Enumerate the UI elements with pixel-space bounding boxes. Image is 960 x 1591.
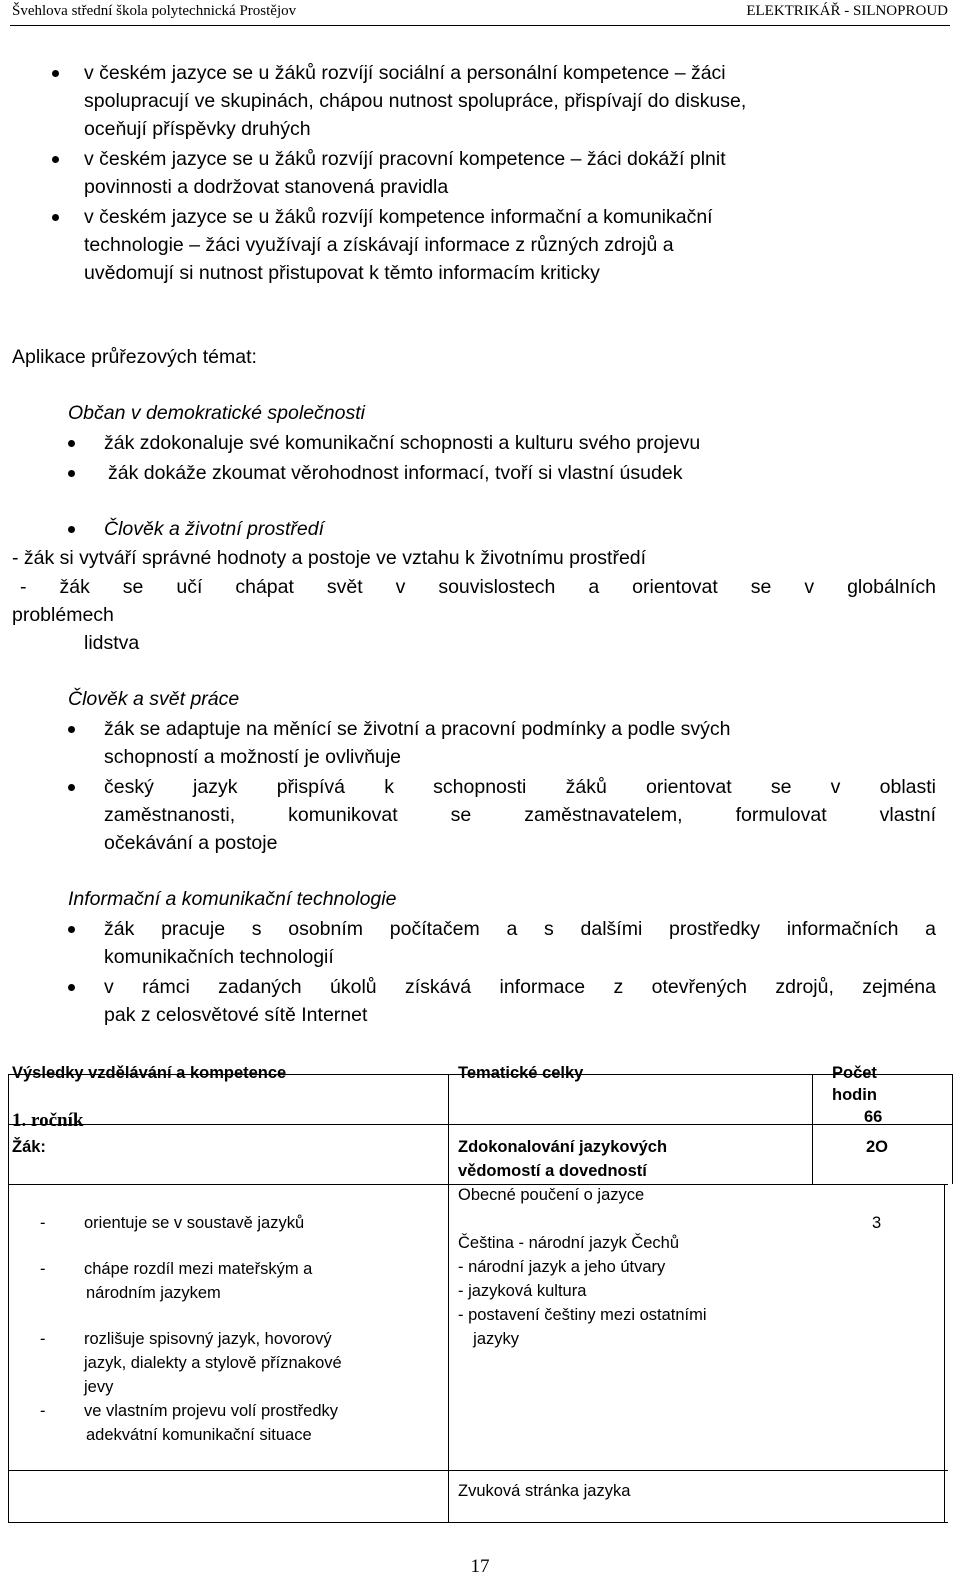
subtopic-item: jazyky (464, 1330, 520, 1348)
bullet-icon (68, 926, 75, 933)
bullet-icon (68, 470, 75, 477)
competence-line: povinnosti a dodržovat stanovená pravidla (84, 176, 449, 198)
section-title: Informační a komunikační technologie (68, 888, 397, 910)
bullet-icon (68, 726, 75, 733)
bullet-icon (52, 156, 59, 163)
bullet-icon (52, 214, 59, 221)
table-rule (952, 1074, 953, 1184)
table-header-hours: hodin (832, 1086, 877, 1104)
section-item: žák dokáže zkoumat věrohodnost informací, tvoří si vlastní úsudek (108, 462, 683, 484)
subtopic-title: Zvuková stránka jazyka (458, 1482, 631, 1500)
bullet-icon (68, 526, 75, 533)
table-header-topics: Tematické celky (458, 1064, 584, 1082)
competence-line: v českém jazyce se u žáků rozvíjí pracovní kompetence – žáci dokáží plnit (84, 148, 726, 170)
year-label: 1. ročník (12, 1110, 84, 1131)
section-item: český jazyk přispívá k schopnosti žáků orientovat se v oblasti (104, 776, 936, 798)
table-header-hours: Počet (832, 1064, 877, 1082)
outcome-text: chápe rozdíl mezi mateřským a (84, 1260, 313, 1278)
section-item: v rámci zadaných úkolů získává informace z otevřených zdrojů, zejména (104, 976, 936, 998)
subtopic-title: Čeština - národní jazyk Čechů (458, 1234, 680, 1252)
bullet-icon (68, 784, 75, 791)
curriculum-table (8, 1064, 956, 1524)
school-name: Švehlova střední škola polytechnická Prostějov (12, 3, 297, 19)
competence-line: v českém jazyce se u žáků rozvíjí kompetence informační a komunikační (84, 206, 713, 228)
table-rule (944, 1184, 945, 1522)
subtopic-hours: 3 (872, 1214, 882, 1232)
table-rule (448, 1074, 449, 1522)
bullet-icon (68, 984, 75, 991)
competence-line: v českém jazyce se u žáků rozvíjí sociální a personální kompetence – žáci (84, 62, 726, 84)
table-rule (8, 1470, 948, 1471)
subtopic-item: - postavení češtiny mezi ostatními (458, 1306, 707, 1324)
outcome-text: jazyk, dialekty a stylově příznakové (84, 1354, 342, 1372)
competence-line: technologie – žáci využívají a získávají informace z různých zdrojů a (84, 234, 674, 256)
topic-title: vědomostí a dovedností (458, 1162, 647, 1180)
pupil-label: Žák: (12, 1138, 46, 1156)
competence-line: spolupracují ve skupinách, chápou nutnost spolupráce, přispívají do diskuse, (84, 90, 747, 112)
bullet-icon (68, 440, 75, 447)
section-item: pak z celosvětové sítě Internet (104, 1004, 368, 1026)
outcome-dash: - (40, 1214, 46, 1232)
outcome-text: ve vlastním projevu volí prostředky (84, 1402, 339, 1420)
outcome-text: adekvátní komunikační situace (86, 1426, 312, 1444)
section-title: Občan v demokratické společnosti (68, 402, 365, 424)
topic-title: Zdokonalování jazykových (458, 1138, 668, 1156)
outcome-text: rozlišuje spisovný jazyk, hovorový (84, 1330, 332, 1348)
table-rule (8, 1074, 9, 1522)
section-item: žák se adaptuje na měnící se životní a pracovní podmínky a podle svých (104, 718, 731, 740)
table-rule (8, 1124, 952, 1125)
section-item: komunikačních technologií (104, 946, 334, 968)
table-header-outcomes: Výsledky vzdělávání a kompetence (12, 1064, 287, 1082)
section-line: - žák se učí chápat svět v souvislostech a orientovat se v globálních (20, 576, 936, 598)
table-rule (8, 1184, 948, 1185)
subtopic-title: Obecné poučení o jazyce (458, 1186, 645, 1204)
section-title: Člověk a životní prostředí (104, 518, 325, 540)
section-line: problémech (12, 604, 114, 626)
competence-line: oceňují příspěvky druhých (84, 118, 311, 140)
bullet-icon (52, 70, 59, 77)
outcome-text: národním jazykem (86, 1284, 221, 1302)
outcome-dash: - (40, 1260, 46, 1278)
outcome-dash: - (40, 1402, 46, 1420)
page-header (0, 0, 960, 30)
page-number: 17 (470, 1556, 490, 1577)
outcome-text: jevy (84, 1378, 114, 1396)
section-item: schopností a možností je ovlivňuje (104, 746, 401, 768)
section-title: Člověk a svět práce (68, 688, 240, 710)
section-line: - žák si vytváří správné hodnoty a postoje ve vztahu k životnímu prostředí (12, 547, 647, 569)
themes-title: Aplikace průřezových témat: (12, 346, 257, 368)
outcome-dash: - (40, 1330, 46, 1348)
subtopic-item: - národní jazyk a jeho útvary (458, 1258, 666, 1276)
topic-hours: 2O (866, 1138, 889, 1156)
competence-line: uvědomují si nutnost přistupovat k těmto informacím kriticky (84, 262, 600, 284)
year-hours: 66 (864, 1108, 883, 1126)
outcome-text: orientuje se v soustavě jazyků (84, 1214, 305, 1232)
section-item: žák pracuje s osobním počítačem a s dalšími prostředky informačních a (104, 918, 936, 940)
program-name: ELEKTRIKÁŘ - SILNOPROUD (746, 3, 948, 19)
table-rule (8, 1522, 948, 1523)
subtopic-item: - jazyková kultura (458, 1282, 587, 1300)
section-item: zaměstnanosti, komunikovat se zaměstnavatelem, formulovat vlastní (104, 804, 936, 826)
header-rule (10, 25, 950, 26)
section-item: očekávání a postoje (104, 832, 278, 854)
section-line: lidstva (84, 632, 140, 654)
section-item: žák zdokonaluje své komunikační schopnosti a kulturu svého projevu (104, 432, 701, 454)
table-rule (812, 1074, 813, 1184)
